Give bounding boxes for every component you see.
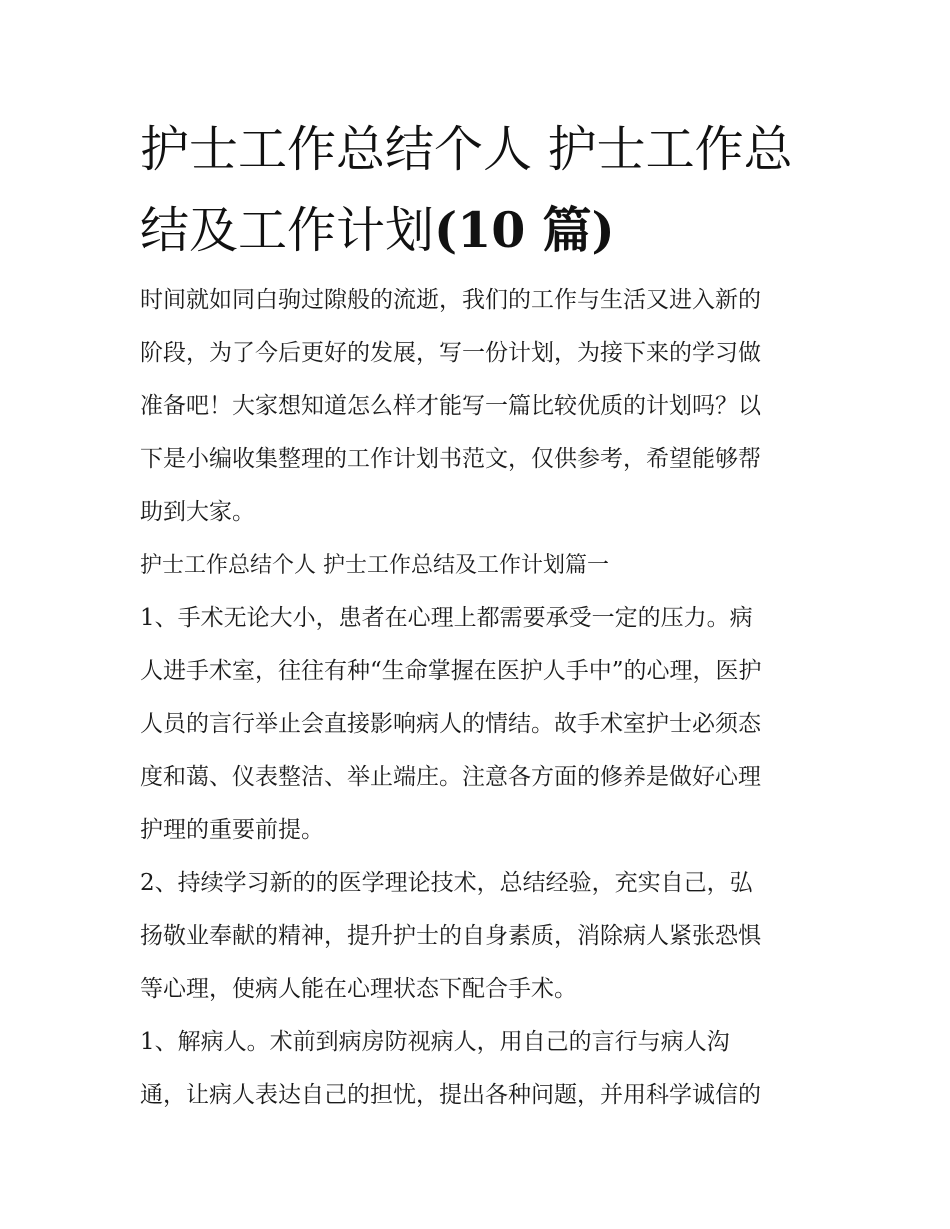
title-line-2-prefix: 结及工作计划 bbox=[140, 202, 435, 259]
intro-line-3: 准备吧！大家想知道怎么样才能写一篇比较优质的计划吗？以 bbox=[140, 393, 761, 419]
paragraph-3-line-2: 通，让病人表达自己的担忧，提出各种问题，并用科学诚信的 bbox=[140, 1082, 761, 1108]
title-line-2-number: (10 bbox=[434, 201, 526, 259]
paragraph-1-line-1: 1、手术无论大小，患者在心理上都需要承受一定的压力。病 bbox=[140, 605, 753, 631]
document-title bbox=[140, 110, 820, 271]
intro-line-2: 阶段，为了今后更好的发展，写一份计划，为接下来的学习做 bbox=[140, 340, 761, 366]
paragraph-1-line-4: 度和蔼、仪表整洁、举止端庄。注意各方面的修养是做好心理 bbox=[140, 764, 761, 790]
paragraph-2-line-2: 扬敬业奉献的精神，提升护士的自身素质，消除病人紧张恐惧 bbox=[140, 923, 761, 949]
intro-line-5: 助到大家。 bbox=[140, 499, 255, 525]
document-body bbox=[140, 274, 820, 1122]
paragraph-1-line-3: 人员的言行举止会直接影响病人的情结。故手术室护士必须态 bbox=[140, 711, 761, 737]
paragraph-2-line-3: 等心理，使病人能在心理状态下配合手术。 bbox=[140, 976, 577, 1002]
paragraph-1-line-5: 护理的重要前提。 bbox=[140, 817, 324, 843]
section-heading: 护士工作总结个人 护士工作总结及工作计划篇一 bbox=[140, 553, 609, 578]
intro-line-4: 下是小编收集整理的工作计划书范文，仅供参考，希望能够帮 bbox=[140, 446, 761, 472]
paragraph-2-line-1: 2、持续学习新的的医学理论技术，总结经验，充实自己，弘 bbox=[140, 870, 753, 896]
paragraph-3-line-1: 1、解病人。术前到病房防视病人，用自己的言行与病人沟 bbox=[140, 1029, 730, 1055]
intro-line-1: 时间就如同白驹过隙般的流逝，我们的工作与生活又进入新的 bbox=[140, 287, 761, 313]
title-line-2-end: 篇) bbox=[525, 201, 615, 259]
title-line-1: 护士工作总结个人 护士工作总 bbox=[140, 121, 793, 178]
paragraph-1-line-2: 人进手术室，往往有种“生命掌握在医护人手中”的心理，医护 bbox=[140, 658, 762, 684]
